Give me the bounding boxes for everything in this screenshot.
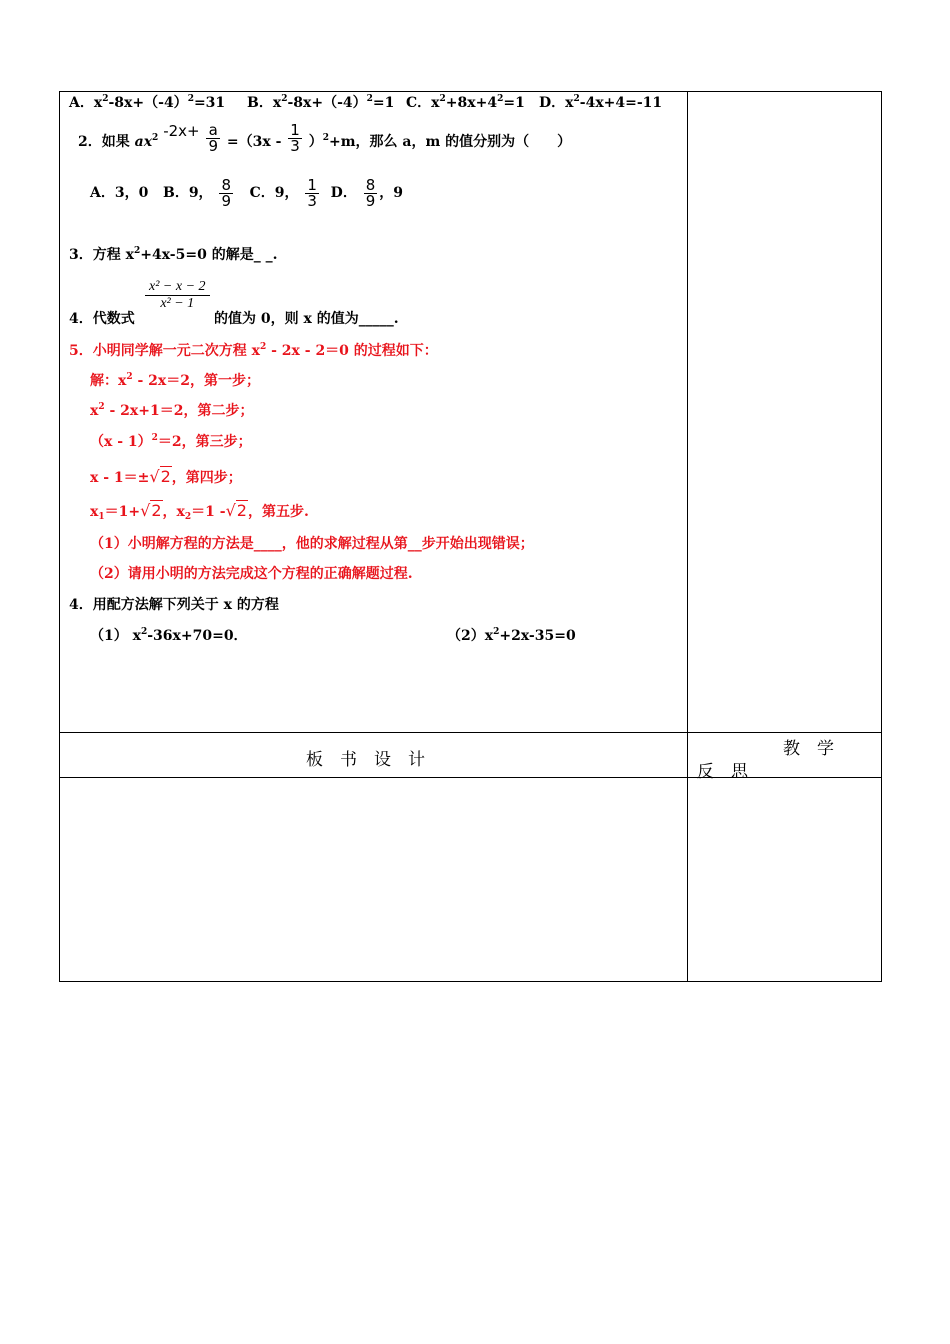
fraction-8-over-9: $\frac{8}{9}$ (221, 175, 231, 210)
q5-step-3: （x - 1）$^2$＝2，第三步； (90, 433, 252, 450)
question-6-title: 4．用配方法解下列关于 x 的方程 (69, 597, 279, 613)
sqrt-symbol: √2 (140, 501, 162, 520)
fraction-1-over-3: $\frac{1}{3}$ (290, 120, 300, 155)
q2-options: A．3，0 B．9， $\frac{8}{9}$ C．9， $\frac{1}{3}$ D． $\frac{8}{9}$ ，9 (90, 175, 403, 210)
question-3: 3．方程 $x^2+4x-5=0$ 的解是_ _. (69, 246, 278, 263)
question-2: 2．如果 $ax^2$ -2x+ $\frac{a}{9}$ =（3x - $\frac{1}{3}$ ）$^2$+m，那么 a，m 的值分别为（ ） (78, 120, 572, 155)
q1-option-a: A．$x^2-8x+(-4)^2=31$ (69, 94, 226, 111)
row-divider-top (60, 732, 881, 733)
row-divider-bottom (60, 777, 881, 778)
algebraic-fraction: x² − x − 2 x² − 1 (145, 279, 210, 312)
q5-part-1: （1）小明解方程的方法是____，他的求解过程从第__步开始出现错误； (90, 536, 534, 552)
sqrt-symbol: √2 (225, 501, 247, 520)
q5-step-4: x - 1＝±√2，第四步； (90, 467, 242, 486)
reflection-header-bottom: 反 思 (697, 762, 748, 782)
q1-option-d: D．$x^2-4x+4=-11$ (539, 94, 663, 111)
fraction-8-over-9-option: $\frac{8}{9}$ (365, 175, 376, 210)
fraction-1-over-3-option: $\frac{1}{3}$ (307, 175, 317, 210)
question-5-title: 5．小明同学解一元二次方程 $x^2 - 2x - 2=0$ 的过程如下： (69, 342, 438, 359)
q1-option-b: B．$x^2-8x+(-4)^2=1$ (247, 94, 395, 111)
q6-equation-1: （1） $x^2-36x+70=0$． (90, 627, 248, 644)
q5-step-2: $x^2 - 2x+1=2$，第二步； (90, 402, 254, 419)
reflection-header-top: 教 学 (783, 739, 834, 759)
board-design-header: 板 书 设 计 (306, 750, 425, 770)
q5-part-2: （2）请用小明的方法完成这个方程的正确解题过程. (90, 566, 413, 582)
q6-equation-2: $(2)x^2+2x-35=0$ (447, 627, 576, 644)
sqrt-symbol: √2 (149, 467, 171, 486)
question-4-text: 的值为 0，则 x 的值为_____. (214, 311, 399, 327)
q5-step-1: 解：$x^2 - 2x=2$，第一步； (90, 372, 261, 389)
column-divider (687, 92, 688, 981)
q1-option-c: C．$x^2+8x+4^2=1$ (406, 94, 525, 111)
fraction-a-over-9: $\frac{a}{9}$ (208, 120, 219, 155)
q5-step-5: $x_1=1+√2$，$x_2=1$ -√2，第五步. (90, 501, 309, 522)
question-4-label: 4．代数式 (69, 311, 135, 327)
